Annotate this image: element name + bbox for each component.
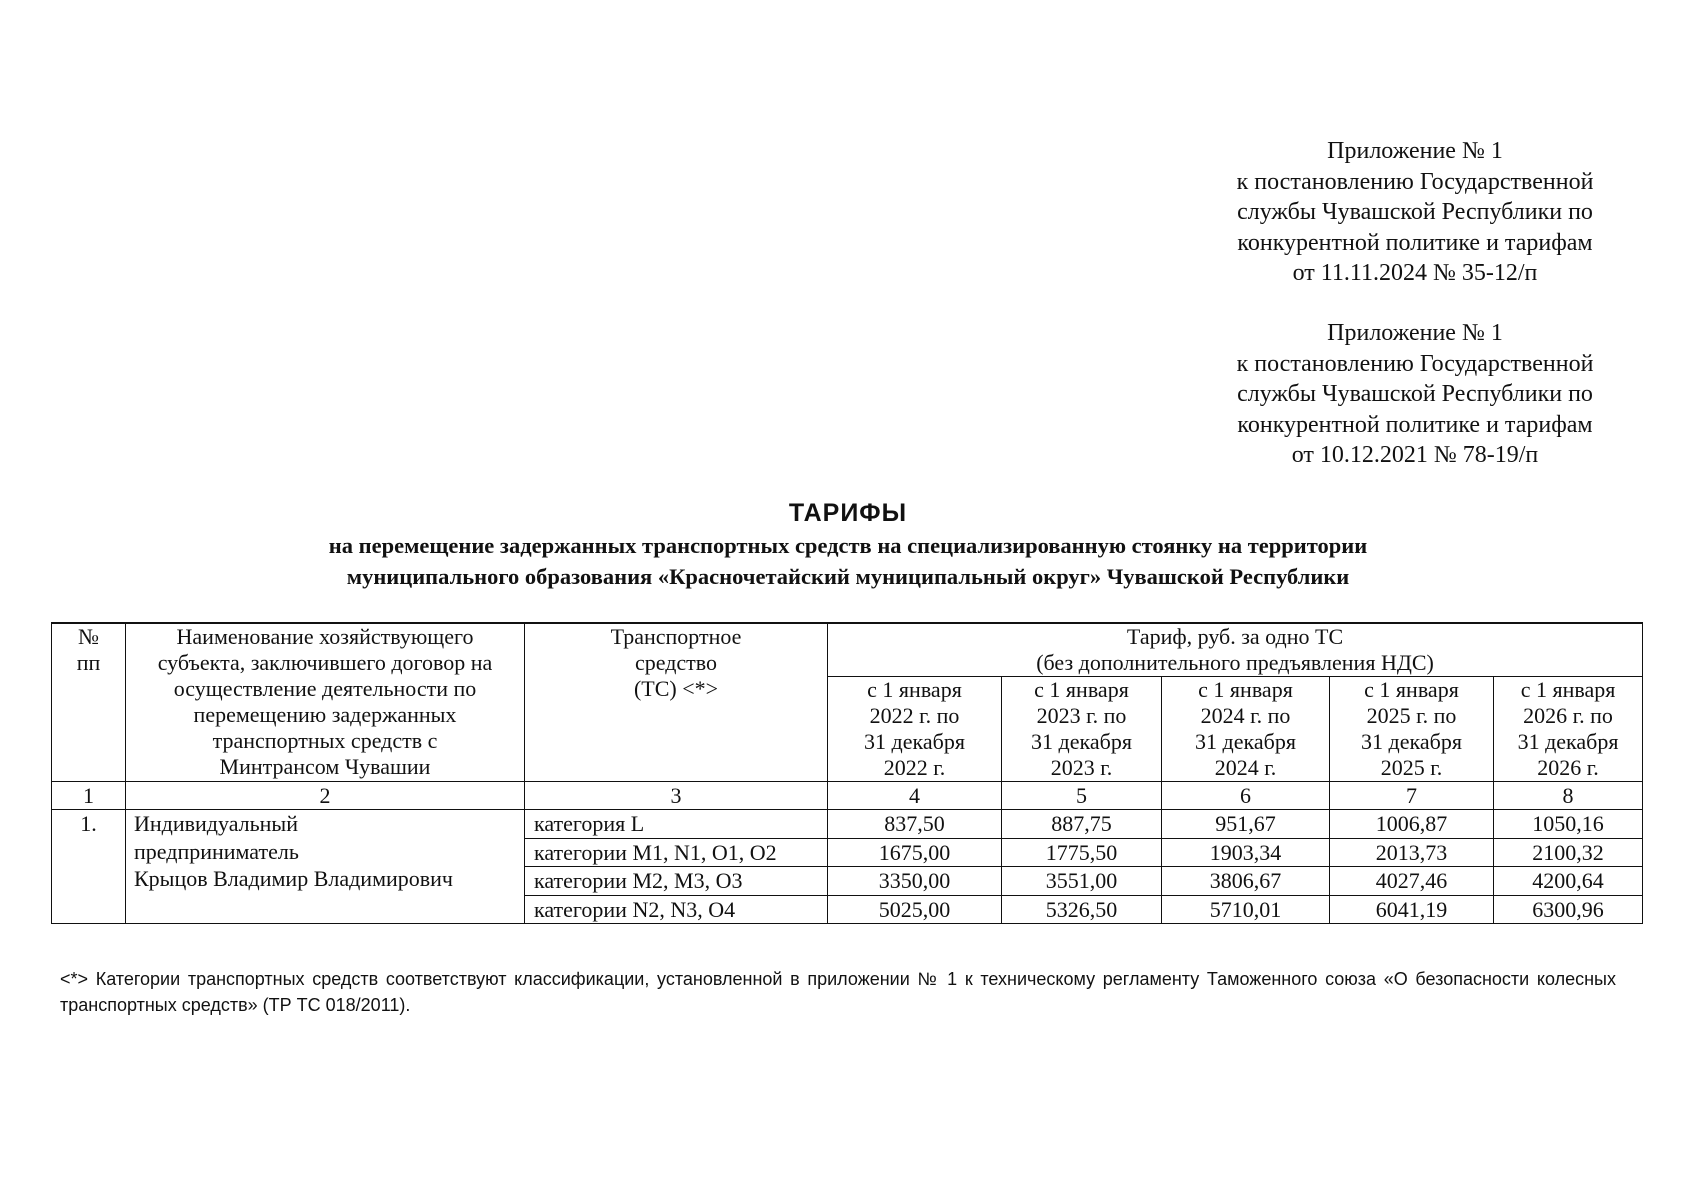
tariff-value: 1675,00 — [828, 838, 1002, 867]
row-number: 1. — [52, 810, 126, 924]
appendix-line: службы Чувашской Республики по — [1237, 381, 1593, 407]
header-vehicle: Транспортное средство (ТС) <*> — [525, 623, 828, 782]
column-number: 8 — [1494, 782, 1643, 810]
tariff-value: 2100,32 — [1494, 838, 1643, 867]
tariff-value: 6041,19 — [1330, 895, 1494, 924]
title-line-1: на перемещение задержанных транспортных средств на специализированную стоянку на территории — [328, 533, 1368, 558]
tariff-value: 5326,50 — [1002, 895, 1162, 924]
column-number: 1 — [52, 782, 126, 810]
appendix-line: Приложение № 1 — [1327, 138, 1503, 164]
header-period-2025: с 1 января 2025 г. по 31 декабря 2025 г. — [1330, 677, 1494, 782]
appendix-line: службы Чувашской Республики по — [1237, 199, 1593, 225]
header-entity: Наименование хозяйствующего субъекта, заключившего договор на осуществление деятельности по перемещению задержанных транспортных средств с Минтрансом Чувашии — [126, 623, 525, 782]
header-period-2026: с 1 января 2026 г. по 31 декабря 2026 г. — [1494, 677, 1643, 782]
tariff-value: 1903,34 — [1162, 838, 1330, 867]
tariff-value: 1775,50 — [1002, 838, 1162, 867]
header-period-2024: с 1 января 2024 г. по 31 декабря 2024 г. — [1162, 677, 1330, 782]
tariff-value: 951,67 — [1162, 810, 1330, 839]
tariff-value: 5710,01 — [1162, 895, 1330, 924]
appendix-line: конкурентной политике и тарифам — [1237, 229, 1593, 256]
appendix-line: Приложение № 1 — [1327, 320, 1503, 346]
appendix-date-number: от 10.12.2021 № 78-19/п — [1291, 442, 1539, 468]
tariff-value: 5025,00 — [828, 895, 1002, 924]
tariff-value: 1050,16 — [1494, 810, 1643, 839]
column-number: 5 — [1002, 782, 1162, 810]
appendix-previous — [1180, 318, 1650, 471]
column-number: 7 — [1330, 782, 1494, 810]
appendix-current — [1180, 136, 1650, 289]
title-line-2: муниципального образования «Красночетайский муниципальный округ» Чувашской Республики — [346, 564, 1350, 589]
tariff-value: 837,50 — [828, 810, 1002, 839]
header-tariff: Тариф, руб. за одно ТС (без дополнительного предъявления НДС) — [828, 623, 1643, 677]
column-number: 2 — [126, 782, 525, 810]
vehicle-category: категория L — [525, 810, 828, 839]
title-main: ТАРИФЫ — [788, 499, 908, 527]
vehicle-category: категории M1, N1, O1, O2 — [525, 838, 828, 867]
column-number: 4 — [828, 782, 1002, 810]
column-number-row — [52, 782, 1643, 810]
column-number: 6 — [1162, 782, 1330, 810]
appendix-line: к постановлению Государственной — [1236, 350, 1594, 377]
appendix-line: конкурентной политике и тарифам — [1237, 411, 1593, 438]
tariff-value: 6300,96 — [1494, 895, 1643, 924]
tariff-value: 4027,46 — [1330, 867, 1494, 896]
table-row — [52, 810, 1643, 839]
vehicle-category: категории N2, N3, O4 — [525, 895, 828, 924]
tariff-value: 3350,00 — [828, 867, 1002, 896]
tariff-value: 4200,64 — [1494, 867, 1643, 896]
tariff-table — [51, 622, 1643, 924]
tariff-value: 887,75 — [1002, 810, 1162, 839]
header-no: № пп — [52, 623, 126, 782]
appendix-date-number: от 11.11.2024 № 35-12/п — [1292, 260, 1538, 286]
vehicle-category: категории M2, M3, O3 — [525, 867, 828, 896]
tariff-value: 3551,00 — [1002, 867, 1162, 896]
document-title — [0, 496, 1696, 592]
tariff-value: 1006,87 — [1330, 810, 1494, 839]
tariff-value: 3806,67 — [1162, 867, 1330, 896]
footnote: <*> Категории транспортных средств соответствуют классификации, установленной в приложении № 1 к техническому регламенту Таможенного союза «О безопасности колесных транспортных средств» (ТР ТС 018/2011). — [60, 969, 1616, 1015]
appendix-line: к постановлению Государственной — [1236, 168, 1594, 195]
column-number: 3 — [525, 782, 828, 810]
header-period-2022: с 1 января 2022 г. по 31 декабря 2022 г. — [828, 677, 1002, 782]
entity-name: Индивидуальный предприниматель Крыцов Владимир Владимирович — [126, 810, 525, 924]
header-period-2023: с 1 января 2023 г. по 31 декабря 2023 г. — [1002, 677, 1162, 782]
tariff-value: 2013,73 — [1330, 838, 1494, 867]
